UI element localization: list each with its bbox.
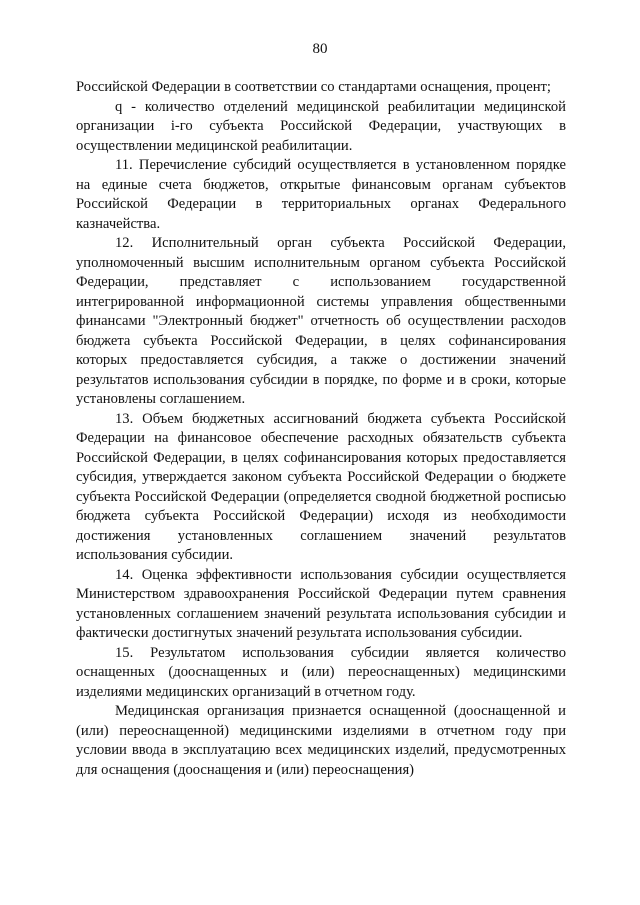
paragraph-14: 14. Оценка эффективности использования субсидии осуществляется Министерством здравоохранения Российской Федерации путем сравнения установленных соглашением значений результата использования субсидии и фактически достигнутых значений результата использования субсидии.	[76, 566, 566, 641]
paragraph-12: 12. Исполнительный орган субъекта Российской Федерации, уполномоченный высшим исполнительным органом субъекта Российской Федерации, представляет с использованием государственной интегрированной информационной системы управления общественными финансами "Электронный бюджет" отчетность об осуществлении расходов бюджета субъекта Российской Федерации, в целях софинансирования которых предоставляется субсидия, а также о достижении значений результатов использования субсидии в порядке, по форме и в сроки, которые установлены соглашением.	[76, 235, 566, 407]
paragraph-13: 13. Объем бюджетных ассигнований бюджета субъекта Российской Федерации на финансовое обеспечение расходных обязательств субъекта Российской Федерации, в целях софинансирования которых предоставляется субсидия, утверждается законом субъекта Российской Федерации о бюджете субъекта Российской Федерации (определяется сводной бюджетной росписью бюджета субъекта Российской Федерации) исходя из необходимости достижения установленных соглашением значений результатов использования субсидии.	[76, 410, 566, 563]
paragraph-q-definition: q - количество отделений медицинской реабилитации медицинской организации i-го субъекта Российской Федерации, участвующих в осуществлении медицинской реабилитации.	[76, 98, 566, 154]
paragraph-medical-organization: Медицинская организация признается оснащенной (дооснащенной и (или) переоснащенной) медицинскими изделиями в отчетном году при условии ввода в эксплуатацию всех медицинских изделий, предусмотренных для оснащения (дооснащения и (или) переоснащения)	[76, 703, 566, 778]
page-number: 80	[312, 41, 328, 57]
paragraph-11: 11. Перечисление субсидий осуществляется в установленном порядке на единые счета бюджетов, открытые финансовым органам субъектов Российской Федерации в территориальных органах Федерального казначейства.	[76, 157, 566, 232]
document-body	[76, 78, 566, 780]
paragraph-continuation: Российской Федерации в соответствии со стандартами оснащения, процент;	[76, 79, 551, 95]
paragraph-15: 15. Результатом использования субсидии является количество оснащенных (дооснащенных и (или) переоснащенных) медицинскими изделиями медицинских организаций в отчетном году.	[76, 644, 566, 700]
